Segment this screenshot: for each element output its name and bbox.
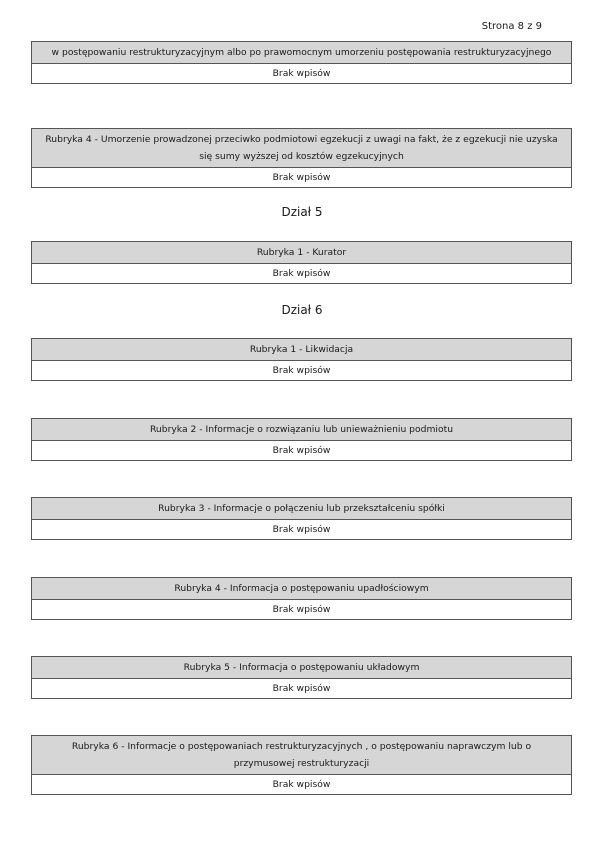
- section-body: Brak wpisów: [272, 779, 331, 790]
- section-body: Brak wpisów: [272, 604, 331, 615]
- dzial-6-heading: Dział 6: [281, 303, 323, 317]
- section-body: Brak wpisów: [272, 268, 331, 279]
- section-title: w postępowaniu restrukturyzacyjnym albo po prawomocnym umorzeniu postępowania restrukturyzacyjnego: [32, 42, 571, 64]
- section-rubryka-6-restrukturyzacja: [31, 735, 572, 795]
- section-body: Brak wpisów: [272, 365, 331, 376]
- section-body: Brak wpisów: [272, 445, 331, 456]
- section-title: Rubryka 2 - Informacje o rozwiązaniu lub unieważnieniu podmiotu: [32, 419, 571, 441]
- section-restructuring-continuation: [31, 41, 572, 84]
- section-body: Brak wpisów: [272, 172, 331, 183]
- section-title: Rubryka 5 - Informacja o postępowaniu układowym: [32, 657, 571, 679]
- section-body: Brak wpisów: [272, 683, 331, 694]
- section-body: Brak wpisów: [272, 524, 331, 535]
- section-rubryka-4-upadlosc: [31, 577, 572, 620]
- page-number: Strona 8 z 9: [481, 21, 542, 32]
- section-rubryka-2-rozwiazanie: [31, 418, 572, 461]
- section-rubryka-5-uklad: [31, 656, 572, 699]
- section-rubryka-1-kurator: [31, 241, 572, 284]
- section-rubryka-3-polaczenie: [31, 497, 572, 540]
- section-title: Rubryka 4 - Umorzenie prowadzonej przeciwko podmiotowi egzekucji z uwagi na fakt, że z egzekucji nie uzyska się sumy wyższej od kosztów egzekucyjnych: [32, 129, 571, 168]
- section-rubryka-4-umorzenie: [31, 128, 572, 188]
- section-title: Rubryka 1 - Likwidacja: [32, 339, 571, 361]
- dzial-5-heading: Dział 5: [281, 205, 323, 219]
- section-body: Brak wpisów: [272, 68, 331, 79]
- section-title: Rubryka 6 - Informacje o postępowaniach restrukturyzacyjnych , o postępowaniu naprawczym lub o przymusowej restrukturyzacji: [32, 736, 571, 775]
- section-title: Rubryka 1 - Kurator: [32, 242, 571, 264]
- section-title: Rubryka 4 - Informacja o postępowaniu upadłościowym: [32, 578, 571, 600]
- section-rubryka-1-likwidacja: [31, 338, 572, 381]
- section-title: Rubryka 3 - Informacje o połączeniu lub przekształceniu spółki: [32, 498, 571, 520]
